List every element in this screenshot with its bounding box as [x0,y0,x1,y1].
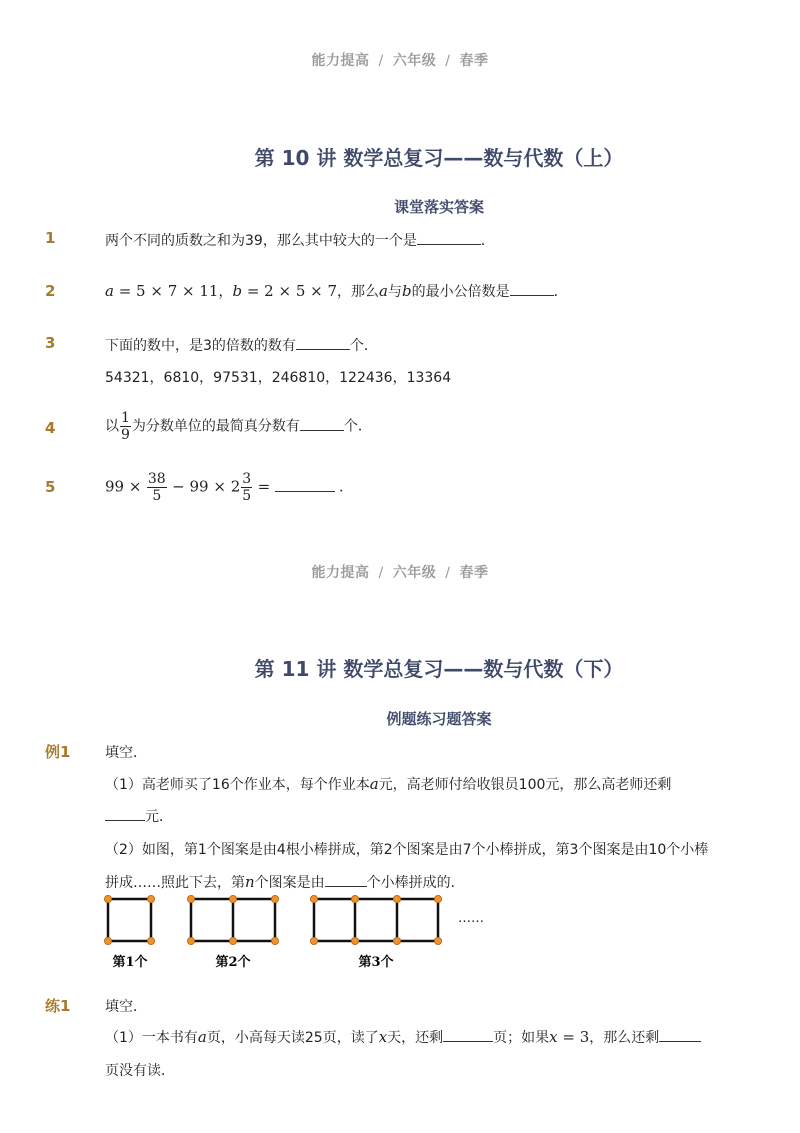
joint-dot [271,937,278,944]
answer-blank [510,282,554,296]
expr-part: − 99 × 2 [172,477,241,496]
joint-dot [147,937,154,944]
breadcrumb-term: 春季 [459,565,489,581]
joint-dot [434,895,441,902]
fraction-numerator: 1 [121,410,130,426]
answer-blank [275,478,335,492]
answer-blank [443,1028,493,1042]
lecture-10-title: 第 10 讲 数学总复习——数与代数（上） [254,146,624,170]
var-x: x [549,1028,558,1046]
practice-1-text: 页，小高每天读25页，读了 [206,1030,379,1046]
question-4-text [105,410,372,443]
example-1-part-2: （2）如图，第1个图案是由4根小棒拼成，第2个图案是由7个小棒拼成，第3个图案是由10个小棒 [105,842,709,858]
breadcrumb-separator: / [445,53,451,69]
question-1-body: 两个不同的质数之和为39，那么其中较大的一个是 [105,233,417,249]
question-5-tail: ． [339,479,354,496]
practice-1-text: 天，还剩 [387,1030,444,1046]
joint-dot [187,895,194,902]
example-1-part-1-line2 [105,806,173,826]
example-1-part-2-line2 [105,872,465,892]
fraction-38-5 [147,471,167,504]
joint-dot [393,937,400,944]
example-1-intro: 填空． [105,745,147,761]
breadcrumb-separator: / [445,565,451,581]
pattern-1-label: 第1个 [112,955,148,970]
var-a: a [197,1028,207,1046]
breadcrumb-level: 能力提高 [311,53,370,69]
lecture-11-title: 第 11 讲 数学总复习——数与代数（下） [254,657,624,681]
matchstick-pattern-figure [100,892,520,974]
var-b: b [401,282,412,300]
question-5-text [105,471,353,504]
fraction-one-ninth [120,410,131,443]
question-3-number: 3 [45,334,56,352]
joint-dot [310,937,317,944]
practice-1-label: 练1 [45,997,71,1015]
expr-a: = 5 × 7 × 11 [113,282,219,300]
pattern-1-square [108,899,151,941]
question-1-text [105,230,495,250]
question-4-pre: 以 [105,418,119,435]
answer-blank [659,1028,701,1042]
var-a: a [105,282,114,300]
question-3-body: 下面的数中，是3的倍数的数有 [105,338,296,354]
joint-dot [229,895,236,902]
fraction-denominator: 9 [121,427,130,443]
question-2-text [105,281,568,301]
breadcrumb-separator: / [378,53,384,69]
question-3-text [105,335,378,355]
practice-1-text: ，那么还剩 [589,1030,660,1046]
question-3-numbers: 54321，6810，97531，246810，122436，13364 [105,370,452,386]
breadcrumb-separator: / [378,565,384,581]
joint-dot [104,895,111,902]
answer-blank [296,336,350,350]
question-4-body: 为分数单位的最简真分数有 [131,418,300,435]
expr-part: 99 × [105,477,142,496]
lecture-10-section-title: 课堂落实答案 [393,198,484,216]
practice-1-part-1 [105,1027,701,1047]
practice-1-text: （1）一本书有 [105,1030,198,1046]
example-1-part-1 [105,774,671,794]
question-5-number: 5 [45,478,56,496]
practice-1-text: 页；如果 [493,1030,550,1046]
fraction-3-5 [241,471,252,504]
var-a: a [379,282,388,300]
question-2-mid: 与 [387,284,402,300]
pattern-3-squares [314,899,438,941]
comma: ， [218,284,233,300]
answer-blank [300,417,344,431]
joint-dot [104,937,111,944]
question-1-number: 1 [45,229,56,247]
page-header-breadcrumb [0,562,800,582]
var-a: a [369,775,379,793]
answer-blank [417,231,481,245]
fraction-numerator: 3 [242,471,252,487]
joint-dot [351,895,358,902]
example-1-part-2-tail: 个小棒拼成的． [366,875,465,891]
example-1-part-2-text: 个图案是由 [254,875,325,891]
pattern-ellipsis: …… [458,911,484,926]
question-1-tail: ． [480,233,495,249]
joint-dot [271,895,278,902]
fraction-numerator: 38 [147,471,166,487]
expr-x-equals-3: = 3 [557,1028,590,1046]
fraction-denominator: 5 [242,488,252,504]
joint-dot [310,895,317,902]
practice-1-part-1-line2: 页没有读． [105,1063,175,1079]
pattern-2-label: 第2个 [215,955,251,970]
question-3-tail: 个． [349,338,378,354]
page-header-breadcrumb [0,50,800,70]
joint-dot [351,937,358,944]
example-1-part-1-text: 元，高老师付给收银员100元，那么高老师还剩 [378,777,672,793]
question-2-number: 2 [45,282,56,300]
breadcrumb-grade: 六年级 [392,53,437,69]
question-2-mid: ，那么 [337,284,380,300]
practice-1-intro: 填空． [105,999,147,1015]
joint-dot [187,937,194,944]
fraction-denominator: 5 [152,488,162,504]
pattern-3-label: 第3个 [358,955,394,970]
joint-dot [147,895,154,902]
joint-dot [229,937,236,944]
question-4-number: 4 [45,419,56,437]
var-n: n [245,873,255,891]
var-b: b [232,282,243,300]
question-2-tail: ． [553,284,568,300]
answer-blank [105,807,145,821]
question-2-mid: 的最小公倍数是 [411,284,510,300]
lecture-11-section-title: 例题练习题答案 [386,710,492,728]
var-x: x [378,1028,388,1046]
answer-blank [325,873,367,887]
breadcrumb-grade: 六年级 [392,565,437,581]
joint-dot [434,937,441,944]
example-1-part-1-text: （1）高老师买了16个作业本，每个作业本 [105,777,370,793]
example-1-part-2-text: 拼成……照此下去，第 [105,875,245,891]
expr-equals: = [257,477,271,496]
question-4-tail: 个． [343,418,372,435]
breadcrumb-term: 春季 [459,53,489,69]
joint-dot [393,895,400,902]
example-1-label: 例1 [45,743,71,761]
example-1-part-1-tail: 元． [145,809,173,825]
expr-b: = 2 × 5 × 7 [242,282,338,300]
breadcrumb-level: 能力提高 [311,565,370,581]
